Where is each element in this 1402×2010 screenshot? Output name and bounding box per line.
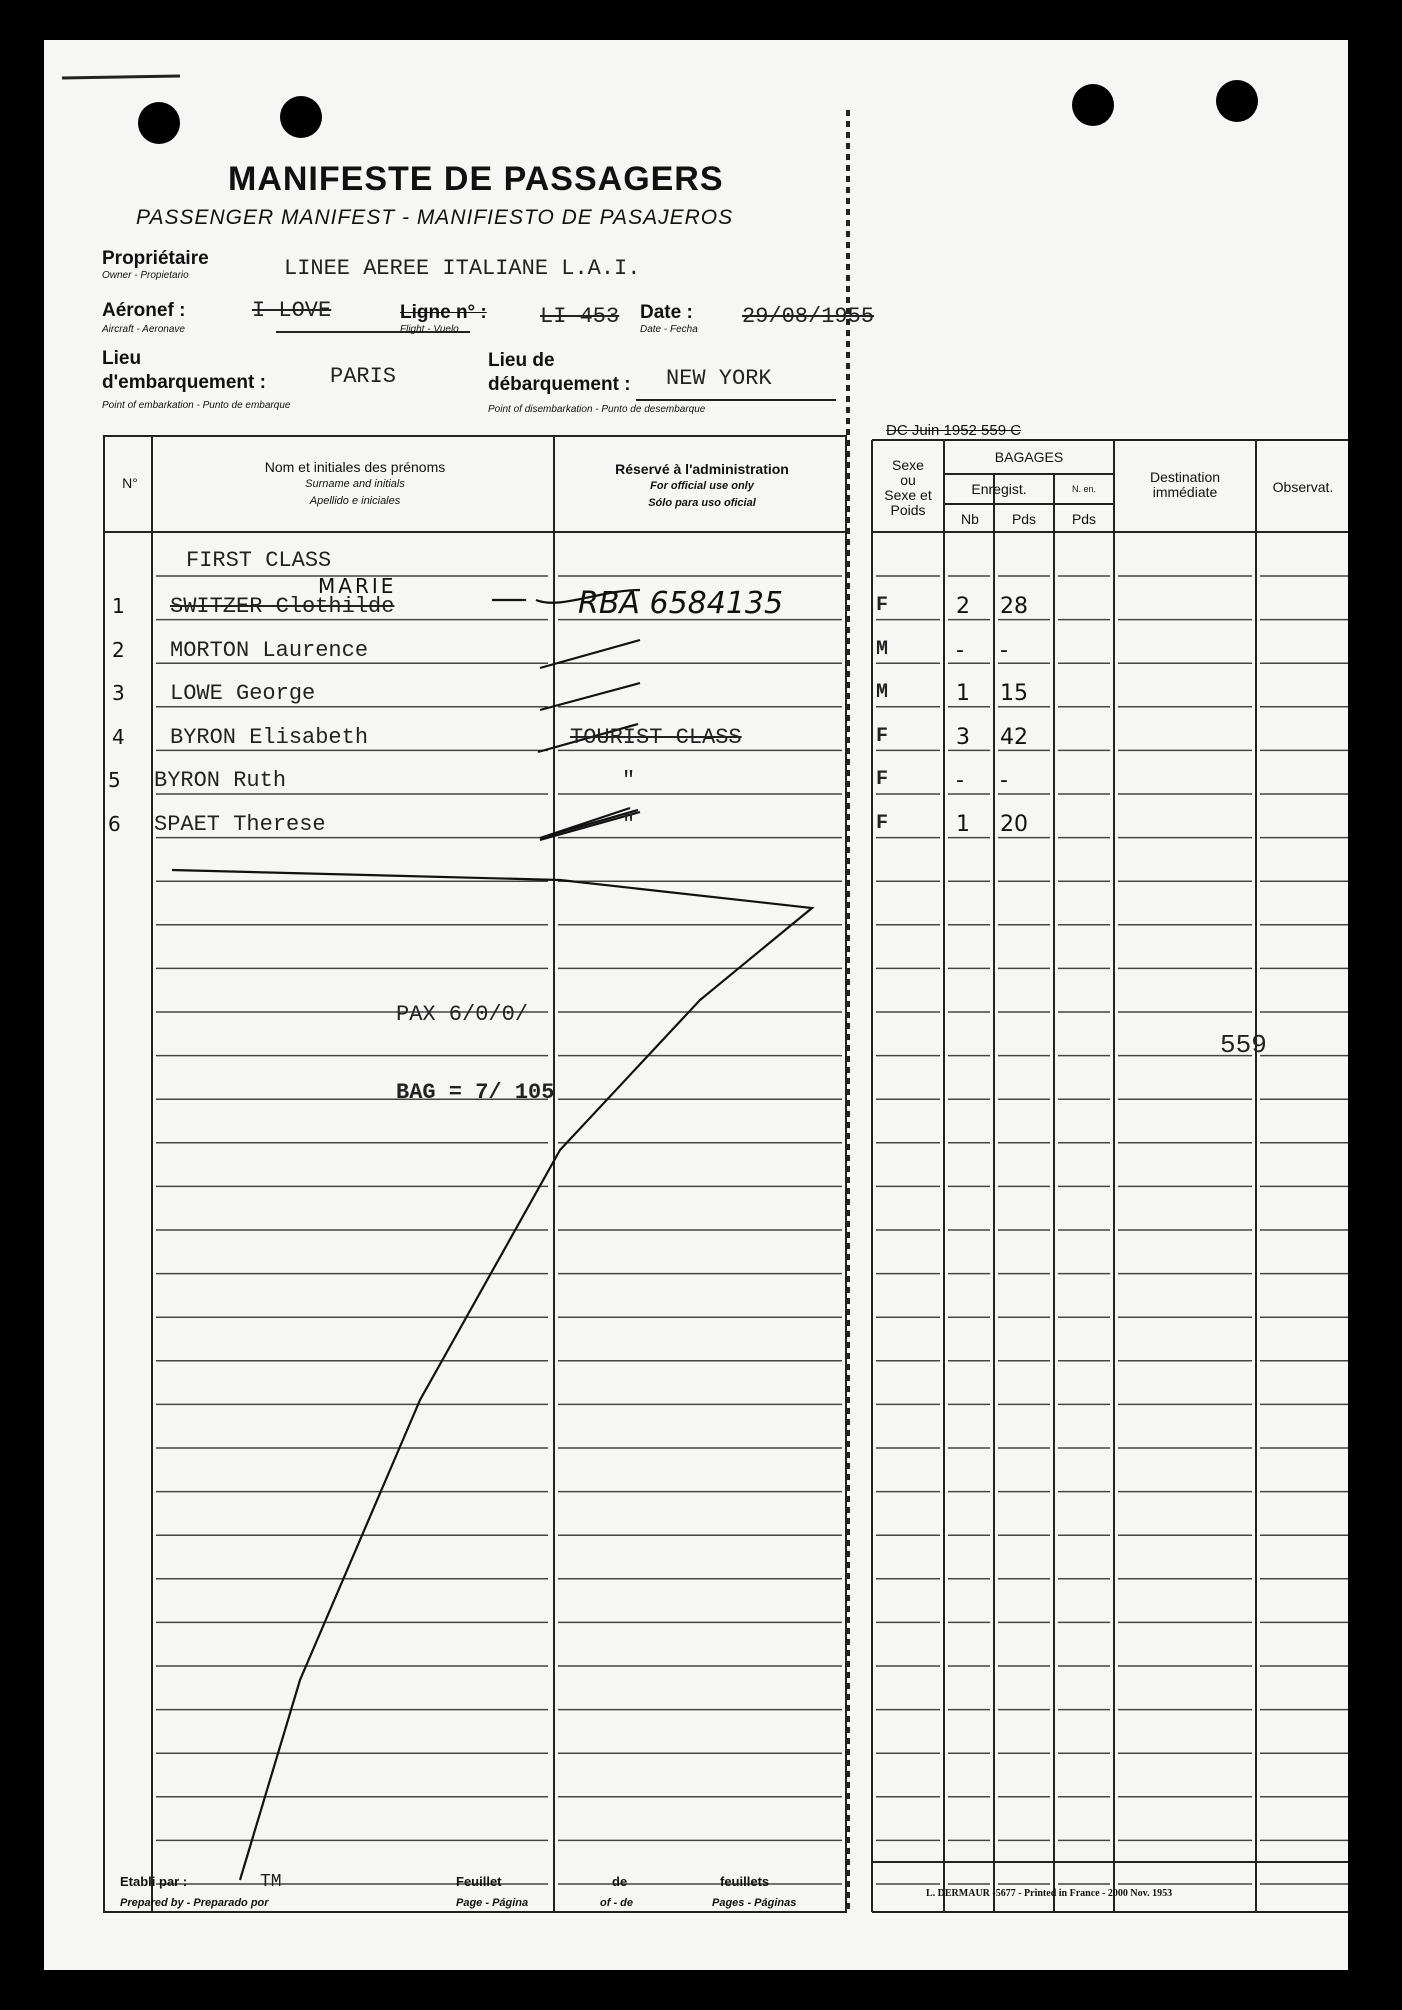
passenger-name: SWITZER Clothilde — [170, 594, 395, 619]
manifest-subtitle: PASSENGER MANIFEST - MANIFIESTO DE PASAJEROS — [136, 206, 734, 229]
passenger-bag-count: 3 — [956, 724, 970, 750]
passenger-sex: F — [876, 724, 889, 748]
disembark-value: NEW YORK — [666, 366, 772, 391]
sheets-sub: Pages - Páginas — [712, 1897, 797, 1909]
printer-imprint: L. DERMAUR -5677 - Printed in France - 2000 Nov. 1953 — [926, 1888, 1173, 1899]
passenger-no: 3 — [112, 681, 125, 705]
col-destination — [1116, 470, 1254, 500]
col-pds-2: Pds — [1071, 511, 1097, 527]
col-admin — [560, 462, 844, 511]
col-nb: Nb — [961, 511, 979, 527]
flight-value: LI 453 — [540, 304, 620, 329]
passenger-admin: TOURIST CLASS — [570, 724, 742, 750]
prepared-sublabel — [120, 1894, 269, 1909]
date-sublabel: Date - Fecha — [640, 324, 698, 335]
passenger-bag-count: 1 — [956, 811, 970, 837]
col-non-registered: N. en. — [1071, 484, 1096, 494]
sheet-sublabel — [456, 1894, 528, 1909]
col-registered: Enregist. — [971, 481, 1027, 497]
aircraft-value: I LOVE — [252, 298, 332, 323]
passenger-bag-weight: - — [1000, 768, 1008, 793]
col-destination-2: immédiate — [1152, 484, 1218, 500]
col-sex-2: ou — [900, 472, 916, 488]
of-sub: of - de — [600, 1897, 633, 1909]
disembark-sublabel: Point of disembarkation - Punto de desembarque — [488, 404, 706, 415]
col-remarks: Observat. — [1272, 479, 1334, 495]
manifest-title: MANIFESTE DE PASSAGERS — [228, 160, 724, 198]
passenger-bag-weight: - — [1000, 637, 1008, 663]
of-label: de — [612, 1874, 628, 1889]
passenger-bag-count: - — [956, 768, 964, 793]
aircraft-sublabel: Aircraft - Aeronave — [102, 324, 185, 335]
embark-value: PARIS — [330, 364, 397, 389]
prepared-sub: Prepared by - Preparado por — [120, 1897, 269, 1909]
disembark-label-1: Lieu de — [488, 350, 555, 371]
col-sex-4: Poids — [890, 502, 926, 518]
col-name-fr: Nom et initiales des prénoms — [264, 459, 446, 475]
passenger-bag-count: - — [956, 637, 964, 663]
passenger-name: MORTON Laurence — [170, 637, 369, 663]
owner-sublabel: Owner - Propietario — [102, 270, 189, 281]
passenger-sex: F — [876, 594, 889, 617]
passenger-admin: " — [622, 811, 636, 837]
passenger-bag-weight: 42 — [1000, 724, 1028, 750]
col-destination-1: Destination — [1149, 469, 1221, 485]
passenger-no: 4 — [112, 724, 125, 749]
owner-label: Propriétaire — [102, 248, 209, 269]
passenger-bag-weight: 15 — [1000, 681, 1028, 706]
flight-sublabel: Flight - Vuelo — [400, 324, 459, 335]
passenger-name: SPAET Therese — [154, 811, 326, 837]
passenger-no: 1 — [112, 594, 125, 618]
bag-total: BAG = 7/ 105 — [396, 1080, 555, 1105]
embark-label-1: Lieu — [102, 348, 142, 369]
sheets-sublabel — [712, 1894, 796, 1909]
passenger-no: 2 — [112, 637, 125, 662]
col-name-en: Surname and initials — [305, 478, 405, 490]
embark-label-2: d'embarquement : — [102, 372, 266, 393]
passenger-bag-weight: 28 — [1000, 594, 1028, 619]
date-label: Date : — [640, 302, 693, 323]
col-baggage: BAGAGES — [994, 449, 1064, 465]
sheet-sub: Page - Página — [456, 1897, 529, 1909]
passenger-bag-count: 1 — [956, 681, 970, 706]
col-sex-1: Sexe — [892, 457, 924, 473]
col-pds: Pds — [1011, 511, 1037, 527]
col-admin-fr: Réservé à l'administration — [615, 461, 789, 477]
passenger-admin: " — [622, 768, 636, 793]
passenger-bag-weight: 20 — [1000, 811, 1028, 837]
flight-label: Ligne n° : — [400, 302, 487, 323]
passenger-sex: F — [876, 768, 889, 791]
passenger-name: LOWE George — [170, 681, 316, 706]
side-number: 559 — [1220, 1030, 1267, 1060]
form-code: DC Juin 1952 559 C — [886, 422, 1022, 439]
passenger-bag-count: 2 — [956, 594, 970, 619]
aircraft-label: Aéronef : — [102, 300, 186, 321]
sheets-label: feuillets — [720, 1874, 770, 1889]
passenger-sex: F — [876, 811, 889, 835]
passenger-no: 6 — [108, 811, 121, 836]
handwritten-code: RBA 6584135 — [578, 586, 784, 621]
pax-total: PAX 6/0/0/ — [396, 1002, 529, 1027]
passenger-sex: M — [876, 637, 889, 661]
sheet-label: Feuillet — [456, 1874, 502, 1889]
of-sublabel — [600, 1894, 633, 1909]
passenger-no: 5 — [108, 768, 121, 792]
owner-value: LINEE AEREE ITALIANE L.A.I. — [284, 256, 641, 281]
col-name — [160, 460, 550, 509]
section-first-class: FIRST CLASS — [186, 548, 332, 573]
passenger-name: BYRON Elisabeth — [170, 724, 369, 750]
passenger-sex: M — [876, 681, 889, 704]
col-no: N° — [122, 475, 138, 491]
passenger-name: BYRON Ruth — [154, 768, 287, 793]
embark-sublabel: Point of embarkation - Punto de embarque — [102, 400, 291, 411]
col-sex — [874, 458, 942, 518]
col-admin-en: For official use only — [650, 480, 754, 492]
date-value: 29/08/1955 — [742, 304, 875, 329]
prepared-label: Etabli par : — [120, 1874, 188, 1889]
col-sex-3: Sexe et — [884, 487, 932, 503]
col-admin-es: Sólo para uso oficial — [648, 497, 756, 509]
disembark-label-2: débarquement : — [488, 374, 631, 395]
prepared-value: TM — [260, 1872, 282, 1892]
col-name-es: Apellido e iniciales — [309, 495, 401, 507]
handwritten-name: MARIE — [318, 574, 397, 598]
